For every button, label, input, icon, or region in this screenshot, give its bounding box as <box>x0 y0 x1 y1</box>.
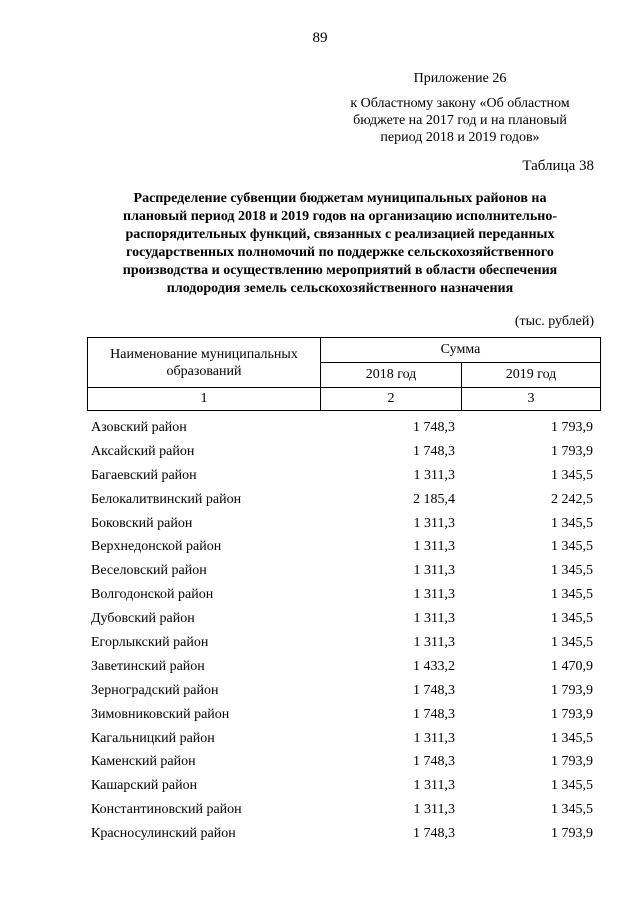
units-label: (тыс. рублей) <box>514 314 594 329</box>
table-row <box>87 440 601 464</box>
table-row <box>87 631 601 655</box>
header-year-2019: 2019 год <box>462 363 601 388</box>
appendix-block <box>330 70 590 146</box>
district-name: Зимовниковский район <box>91 706 230 722</box>
district-name: Боковский район <box>91 515 193 531</box>
value-2018: 1 311,3 <box>413 467 455 483</box>
table-row <box>87 774 601 798</box>
value-2019: 1 345,5 <box>551 778 593 794</box>
value-2018: 1 748,3 <box>413 419 455 435</box>
table-row <box>87 535 601 559</box>
value-2018: 1 311,3 <box>413 539 455 555</box>
header-sum-cell: Сумма <box>321 338 601 363</box>
district-name: Зерноградский район <box>91 682 219 698</box>
value-2019: 1 345,5 <box>551 515 593 531</box>
value-2018: 1 311,3 <box>413 634 455 650</box>
table-row <box>87 727 601 751</box>
value-2019: 2 242,5 <box>551 491 593 507</box>
table-row <box>87 488 601 512</box>
value-2019: 1 793,9 <box>551 419 593 435</box>
value-2019: 1 345,5 <box>551 587 593 603</box>
district-name: Веселовский район <box>91 563 207 579</box>
value-2018: 1 311,3 <box>413 730 455 746</box>
table-row <box>87 679 601 703</box>
value-2019: 1 345,5 <box>551 539 593 555</box>
value-2019: 1 793,9 <box>551 826 593 842</box>
appendix-title: Приложение 26 <box>413 71 507 86</box>
district-name: Егорлыкский район <box>91 634 209 650</box>
district-name: Дубовский район <box>91 611 195 627</box>
value-2019: 1 345,5 <box>551 611 593 627</box>
table-header <box>87 337 601 411</box>
value-2018: 1 748,3 <box>413 443 455 459</box>
district-name: Заветинский район <box>91 658 205 674</box>
value-2019: 1 793,9 <box>551 682 593 698</box>
value-2019: 1 470,9 <box>551 658 593 674</box>
district-name: Азовский район <box>91 419 187 435</box>
value-2018: 1 748,3 <box>413 682 455 698</box>
table-row <box>87 583 601 607</box>
header-name-cell <box>88 338 321 388</box>
appendix-line: период 2018 и 2019 годов» <box>380 130 540 145</box>
district-name: Красносулинский район <box>91 826 236 842</box>
page-number: 89 <box>312 30 328 46</box>
table-row <box>87 607 601 631</box>
appendix-line: бюджете на 2017 год и на плановый <box>353 113 567 128</box>
table-row <box>87 655 601 679</box>
table-body <box>87 416 601 846</box>
district-name: Константиновский район <box>91 802 242 818</box>
district-name: Каменский район <box>91 754 196 770</box>
document-title <box>95 190 585 298</box>
district-name: Багаевский район <box>91 467 197 483</box>
appendix-line: к Областному закону «Об областном <box>350 96 570 111</box>
value-2018: 1 748,3 <box>413 826 455 842</box>
table-row <box>87 798 601 822</box>
table-row <box>87 822 601 846</box>
table-label: Таблица 38 <box>522 158 594 174</box>
header-name-line: Наименование муниципальных <box>110 346 298 362</box>
district-name: Аксайский район <box>91 443 195 459</box>
value-2018: 1 311,3 <box>413 587 455 603</box>
title-line: плодородия земель сельскохозяйственного назначения <box>166 281 514 296</box>
table-row <box>87 703 601 727</box>
table-row <box>87 464 601 488</box>
value-2018: 1 748,3 <box>413 754 455 770</box>
value-2019: 1 793,9 <box>551 443 593 459</box>
header-name-line: образований <box>166 363 242 379</box>
value-2019: 1 345,5 <box>551 634 593 650</box>
title-line: распорядительных функций, связанных с реализацией переданных <box>125 227 555 242</box>
value-2018: 1 748,3 <box>413 706 455 722</box>
table-row <box>87 416 601 440</box>
header-index-cell: 1 <box>88 388 321 411</box>
header-index-cell: 3 <box>462 388 601 411</box>
value-2018: 1 311,3 <box>413 802 455 818</box>
district-name: Верхнедонской район <box>91 539 222 555</box>
value-2018: 1 311,3 <box>413 778 455 794</box>
district-name: Кагальницкий район <box>91 730 215 746</box>
header-index-cell: 2 <box>321 388 462 411</box>
value-2019: 1 345,5 <box>551 467 593 483</box>
title-line: Распределение субвенции бюджетам муниципальных районов на <box>133 191 547 206</box>
district-name: Кашарский район <box>91 778 198 794</box>
value-2018: 1 433,2 <box>413 658 455 674</box>
value-2019: 1 345,5 <box>551 802 593 818</box>
district-name: Белокалитвинский район <box>91 491 242 507</box>
value-2019: 1 345,5 <box>551 563 593 579</box>
value-2019: 1 793,9 <box>551 754 593 770</box>
header-year-2018: 2018 год <box>321 363 462 388</box>
value-2018: 1 311,3 <box>413 611 455 627</box>
value-2018: 2 185,4 <box>413 491 455 507</box>
title-line: производства и осуществлению мероприятий в области обеспечения <box>122 263 558 278</box>
title-line: плановый период 2018 и 2019 годов на организацию исполнительно- <box>123 209 557 224</box>
table-row <box>87 559 601 583</box>
table-row <box>87 750 601 774</box>
value-2019: 1 345,5 <box>551 730 593 746</box>
value-2019: 1 793,9 <box>551 706 593 722</box>
value-2018: 1 311,3 <box>413 515 455 531</box>
title-line: государственных полномочий по поддержке сельскохозяйственного <box>126 245 554 260</box>
table-row <box>87 512 601 536</box>
value-2018: 1 311,3 <box>413 563 455 579</box>
district-name: Волгодонской район <box>91 587 214 603</box>
